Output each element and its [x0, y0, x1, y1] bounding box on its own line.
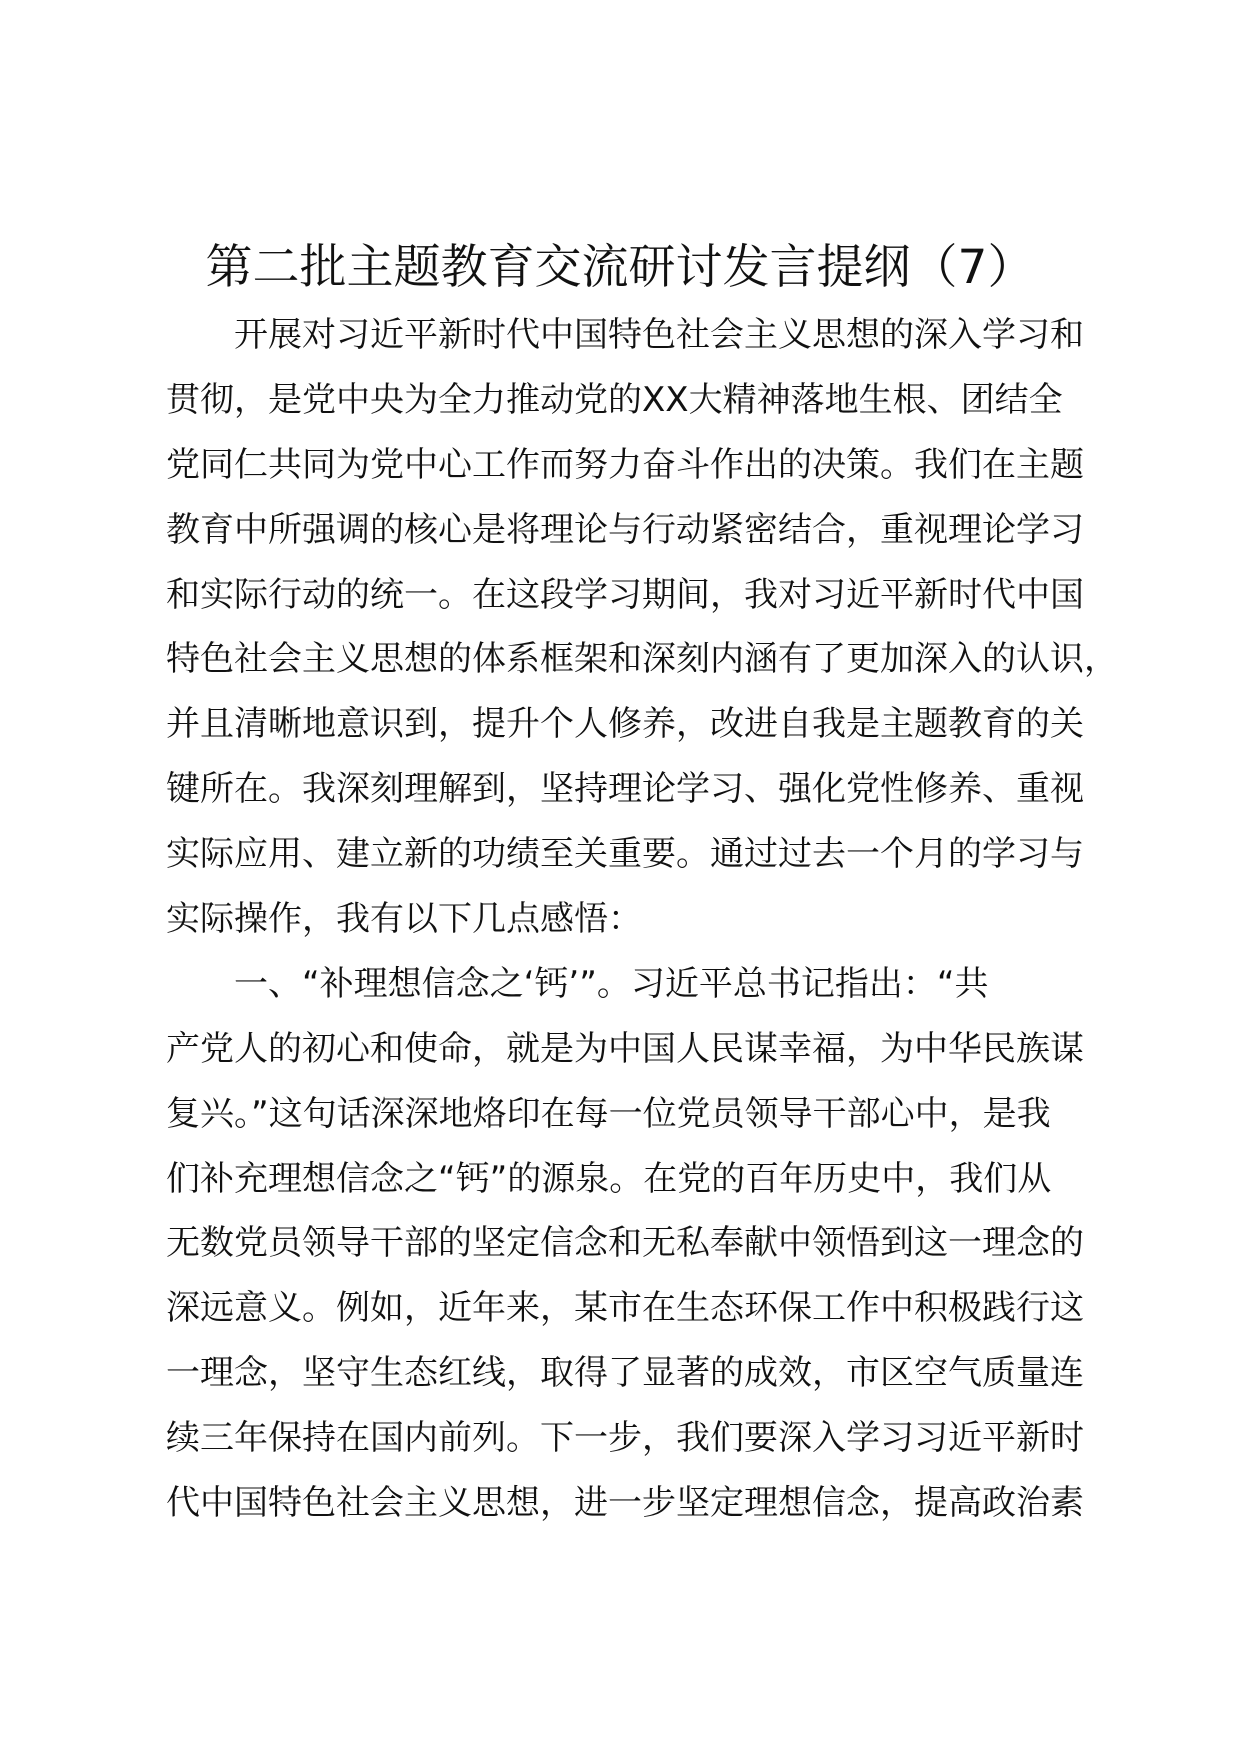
document-body [166, 303, 1118, 1536]
paragraph-2-line-1: 一、“补理想信念之‘钙’”。习近平总书记指出：“共 [234, 963, 989, 1004]
paragraph-1-line-3: 党同仁共同为党中心工作而努力奋斗作出的决策。我们在主题 [166, 444, 1084, 485]
paragraph-1-line-4: 教育中所强调的核心是将理论与行动紧密结合，重视理论学习 [166, 509, 1084, 550]
paragraph-1-line-2: 贯彻，是党中央为全力推动党的XX大精神落地生根、团结全 [166, 379, 1063, 420]
document-title: 第二批主题教育交流研讨发言提纲（7） [205, 240, 1035, 295]
paragraph-2-line-6: 深远意义。例如，近年来，某市在生态环保工作中积极践行这 [166, 1288, 1084, 1329]
paragraph-1-line-6: 特色社会主义思想的体系框架和深刻内涵有了更加深入的认识， [166, 639, 1118, 680]
paragraph-2-line-4: 们补充理想信念之“钙”的源泉。在党的百年历史中，我们从 [166, 1158, 1052, 1199]
paragraph-2-line-8: 续三年保持在国内前列。下一步，我们要深入学习习近平新时 [166, 1418, 1084, 1459]
paragraph-2-line-9: 代中国特色社会主义思想，进一步坚定理想信念，提高政治素 [166, 1483, 1084, 1524]
paragraph-1-line-9: 实际应用、建立新的功绩至关重要。通过过去一个月的学习与 [166, 834, 1084, 875]
paragraph-2-line-7: 一理念，坚守生态红线，取得了显著的成效，市区空气质量连 [166, 1353, 1084, 1394]
paragraph-1-line-1: 开展对习近平新时代中国特色社会主义思想的深入学习和 [234, 315, 1084, 355]
paragraph-1-line-7: 并且清晰地意识到，提升个人修养，改进自我是主题教育的关 [166, 704, 1084, 745]
paragraph-2-line-2: 产党人的初心和使命，就是为中国人民谋幸福，为中华民族谋 [166, 1028, 1084, 1069]
paragraph-2-line-3: 复兴。”这句话深深地烙印在每一位党员领导干部心中，是我 [166, 1093, 1051, 1134]
paragraph-1-line-8: 键所在。我深刻理解到，坚持理论学习、强化党性修养、重视 [166, 769, 1084, 810]
paragraph-1-line-10: 实际操作，我有以下几点感悟： [166, 899, 642, 940]
paragraph-2-line-5: 无数党员领导干部的坚定信念和无私奉献中领悟到这一理念的 [166, 1223, 1084, 1264]
paragraph-1-line-5: 和实际行动的统一。在这段学习期间，我对习近平新时代中国 [166, 574, 1084, 615]
